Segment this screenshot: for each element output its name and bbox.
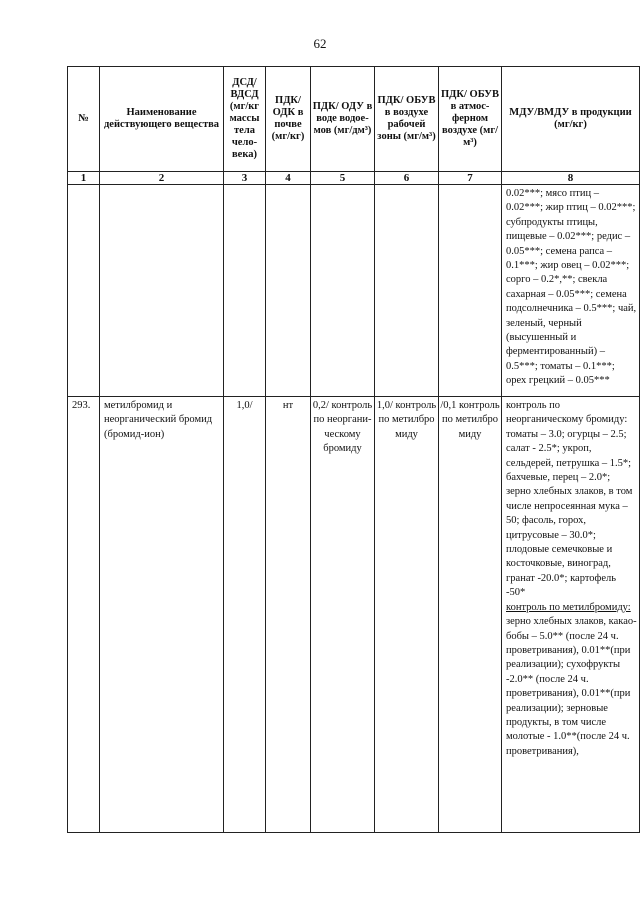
header-mdu: МДУ/ВМДУ в продукции (мг/кг)	[502, 67, 640, 172]
dsd-cell: 1,0/	[224, 397, 266, 833]
empty-cell	[266, 185, 311, 397]
column-number: 7	[439, 172, 502, 185]
row-number: 293.	[68, 397, 100, 833]
header-dsd: ДСД/ ВДСД (мг/кг массы тела чело- века)	[224, 67, 266, 172]
column-number: 8	[502, 172, 640, 185]
mdu-inorganic-values: томаты – 3.0; огурцы – 2.5; салат - 2.5*; укроп, сельдерей, петрушка – 1.5*; бахчевые, перец – 2.0*; зерно хлебных злаков, в том числе непросеянная мука – 50; фасоль, горох, цитрусовые – 30.0*; плодовые семечковые и косточковые, виноград, гранат -20.0*; картофель -50*	[506, 428, 633, 599]
pdk-soil-cell: нт	[266, 397, 311, 833]
table-row	[68, 397, 640, 833]
header-obuv-work: ПДК/ ОБУВ в воздухе рабочей зоны (мг/м³)	[375, 67, 439, 172]
column-number: 5	[311, 172, 375, 185]
header-num: №	[68, 67, 100, 172]
header-pdk-soil: ПДК/ ОДК в почве (мг/кг)	[266, 67, 311, 172]
mdu-methylbromide-label: контроль по метилбромиду:	[506, 601, 631, 613]
header-name: Наименование действующего вещества	[100, 67, 224, 172]
column-number: 1	[68, 172, 100, 185]
mdu-cell	[502, 397, 640, 833]
column-number: 3	[224, 172, 266, 185]
obuv-work-cell: 1,0/ контроль по метилбро миду	[375, 397, 439, 833]
substances-table	[67, 66, 640, 833]
column-number: 2	[100, 172, 224, 185]
empty-cell	[68, 185, 100, 397]
header-obuv-atm: ПДК/ ОБУВ в атмос- ферном воздухе (мг/м³)	[439, 67, 502, 172]
column-number-row	[68, 172, 640, 185]
empty-cell	[100, 185, 224, 397]
page-number: 62	[313, 36, 327, 51]
empty-cell	[224, 185, 266, 397]
header-pdk-water: ПДК/ ОДУ в воде водое- мов (мг/дм³)	[311, 67, 375, 172]
mdu-inorganic-label: контроль по неорганическому бромиду:	[506, 400, 628, 426]
mdu-methylbromide-values: зерно хлебных злаков, какао-бобы – 5.0** (после 24 ч. проветривания), 0.01**(при реализации); сухофрукты -2.0** (после 24 ч. проветривания), 0.01**(при реализации); зерновые продукты, в том числе молотые - 1.0**(после 24 ч. проветривания),	[506, 616, 637, 757]
obuv-atm-cell: /0,1 контроль по метилбро миду	[439, 397, 502, 833]
header-row	[68, 67, 640, 172]
empty-cell	[439, 185, 502, 397]
substance-name: метилбромид и неорганический бромид (бромид-ион)	[100, 397, 224, 833]
empty-cell	[375, 185, 439, 397]
table-row	[68, 185, 640, 397]
empty-cell	[311, 185, 375, 397]
column-number: 4	[266, 172, 311, 185]
pdk-water-cell: 0,2/ контроль по неоргани- ческому бромиду	[311, 397, 375, 833]
mdu-cell: 0.02***; мясо птиц – 0.02***; жир птиц – 0.02***; субпродукты птицы, пищевые – 0.02***; редис – 0.05***; семена рапса – 0.1***; жир овец – 0.02***; сорго – 0.2*,**; свекла сахарная – 0.05***; семена подсолнечника – 0.5***; чай, зеленый, черный (высушенный и ферментированный) – 0.5***; томаты – 0.1***; орех грецкий – 0.05***	[502, 185, 640, 397]
column-number: 6	[375, 172, 439, 185]
